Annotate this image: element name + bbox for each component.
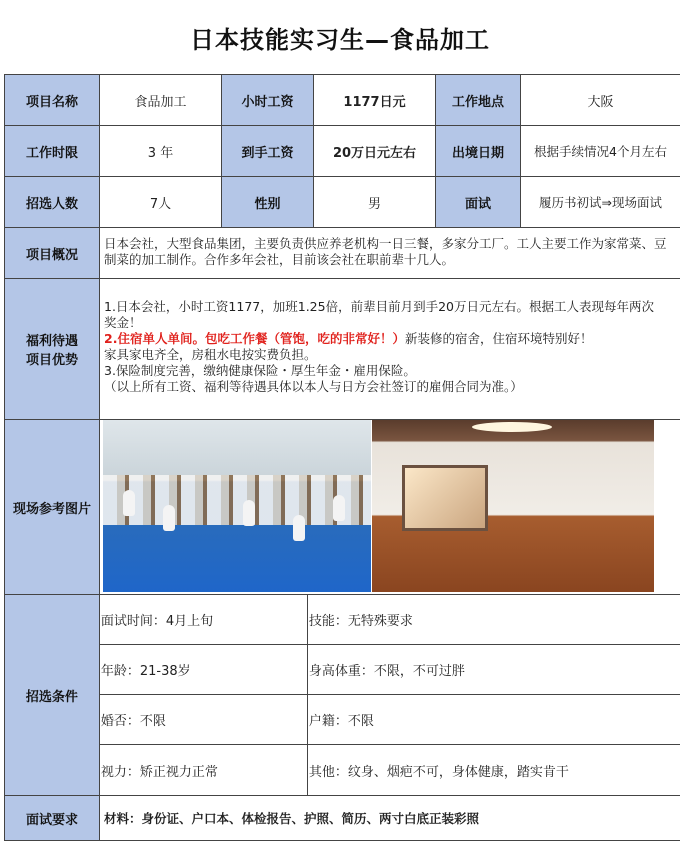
benefit-highlight: 2.住宿单人单间。包吃工作餐（管饱，吃的非常好！） [104,331,405,346]
overview-text: 日本会社，大型食品集团，主要负责供应养老机构一日三餐，多家分工厂。工人主要工作为家常菜、豆 制菜的加工制作。合作多年会社，目前该会社在职前辈十几人。 [100,228,680,278]
interview-time: 面试时间：4月上旬 [100,595,307,645]
benefit-line-5: （以上所有工资、福利等待遇具体以本人与日方会社签订的雇佣合同为准。） [104,379,523,394]
photos-row [5,420,680,595]
other-condition: 其他：纹身、烟疤不可，身体健康，踏实肯干 [308,764,569,780]
overview-row [5,228,680,279]
net-wage-label: 到手工资 [222,126,314,176]
benefit-line-2-rest: 新装修的宿舍，住宿环境特别好！ [404,331,593,346]
depart-label: 出境日期 [436,126,521,176]
location-label: 工作地点 [436,75,521,125]
term-label: 工作时限 [5,126,100,176]
benefit-line-3: 家具家电齐全，房租水电按实费负担。 [104,347,317,362]
benefits-text [100,279,680,419]
requirements-row [5,796,680,841]
table-row [5,75,680,126]
benefit-line-4: 3.保险制度完善，缴纳健康保险・厚生年金・雇用保险。 [104,363,416,378]
table-row [5,126,680,177]
gender-value: 男 [314,177,436,227]
table-row [5,177,680,228]
vision-condition: 视力：矫正视力正常 [100,764,218,780]
location-value: 大阪 [521,75,680,125]
dormitory-photo [372,420,654,592]
project-name-label: 项目名称 [5,75,100,125]
requirements-label: 面试要求 [5,796,100,840]
gender-label: 性别 [222,177,314,227]
conditions-row [5,595,680,796]
photos-label: 现场参考图片 [5,420,100,594]
interview-label: 面试 [436,177,521,227]
overview-label: 项目概况 [5,228,100,278]
hukou-condition: 户籍：不限 [308,695,680,745]
photos-area [100,420,680,594]
count-label: 招选人数 [5,177,100,227]
hourly-wage-value: 1177日元 [314,75,436,125]
benefit-line-1: 1.日本会社，小时工资1177，加班1.25倍，前辈目前月到手20万日元左右。根据工人表现每年两次 奖金！ [104,299,654,330]
net-wage-value: 20万日元左右 [314,126,436,176]
hourly-wage-label: 小时工资 [222,75,314,125]
factory-photo [103,420,371,592]
benefits-label-line1: 福利待遇 [25,334,78,349]
term-value: 3 年 [100,126,222,176]
benefits-label [5,279,100,419]
page-title: 日本技能实习生—食品加工 [190,25,490,54]
skills-condition: 技能：无特殊要求 [308,595,680,645]
conditions-label: 招选条件 [5,595,100,795]
benefit-line-2 [104,331,676,347]
conditions-grid [100,595,680,795]
benefits-row [5,279,680,420]
age-condition: 年龄：21-38岁 [100,645,307,695]
count-value: 7人 [100,177,222,227]
benefits-label-line2: 项目优势 [25,353,78,368]
job-table [4,74,680,841]
depart-value: 根据手续情况4个月左右 [521,126,680,176]
interview-value: 履历书初试⇒现场面试 [521,177,680,227]
project-name-value: 食品加工 [100,75,222,125]
requirements-text: 材料：身份证、户口本、体检报告、护照、简历、两寸白底正装彩照 [100,796,680,840]
height-weight-condition: 身高体重：不限，不可过胖 [308,645,680,695]
marital-condition: 婚否：不限 [100,695,307,745]
